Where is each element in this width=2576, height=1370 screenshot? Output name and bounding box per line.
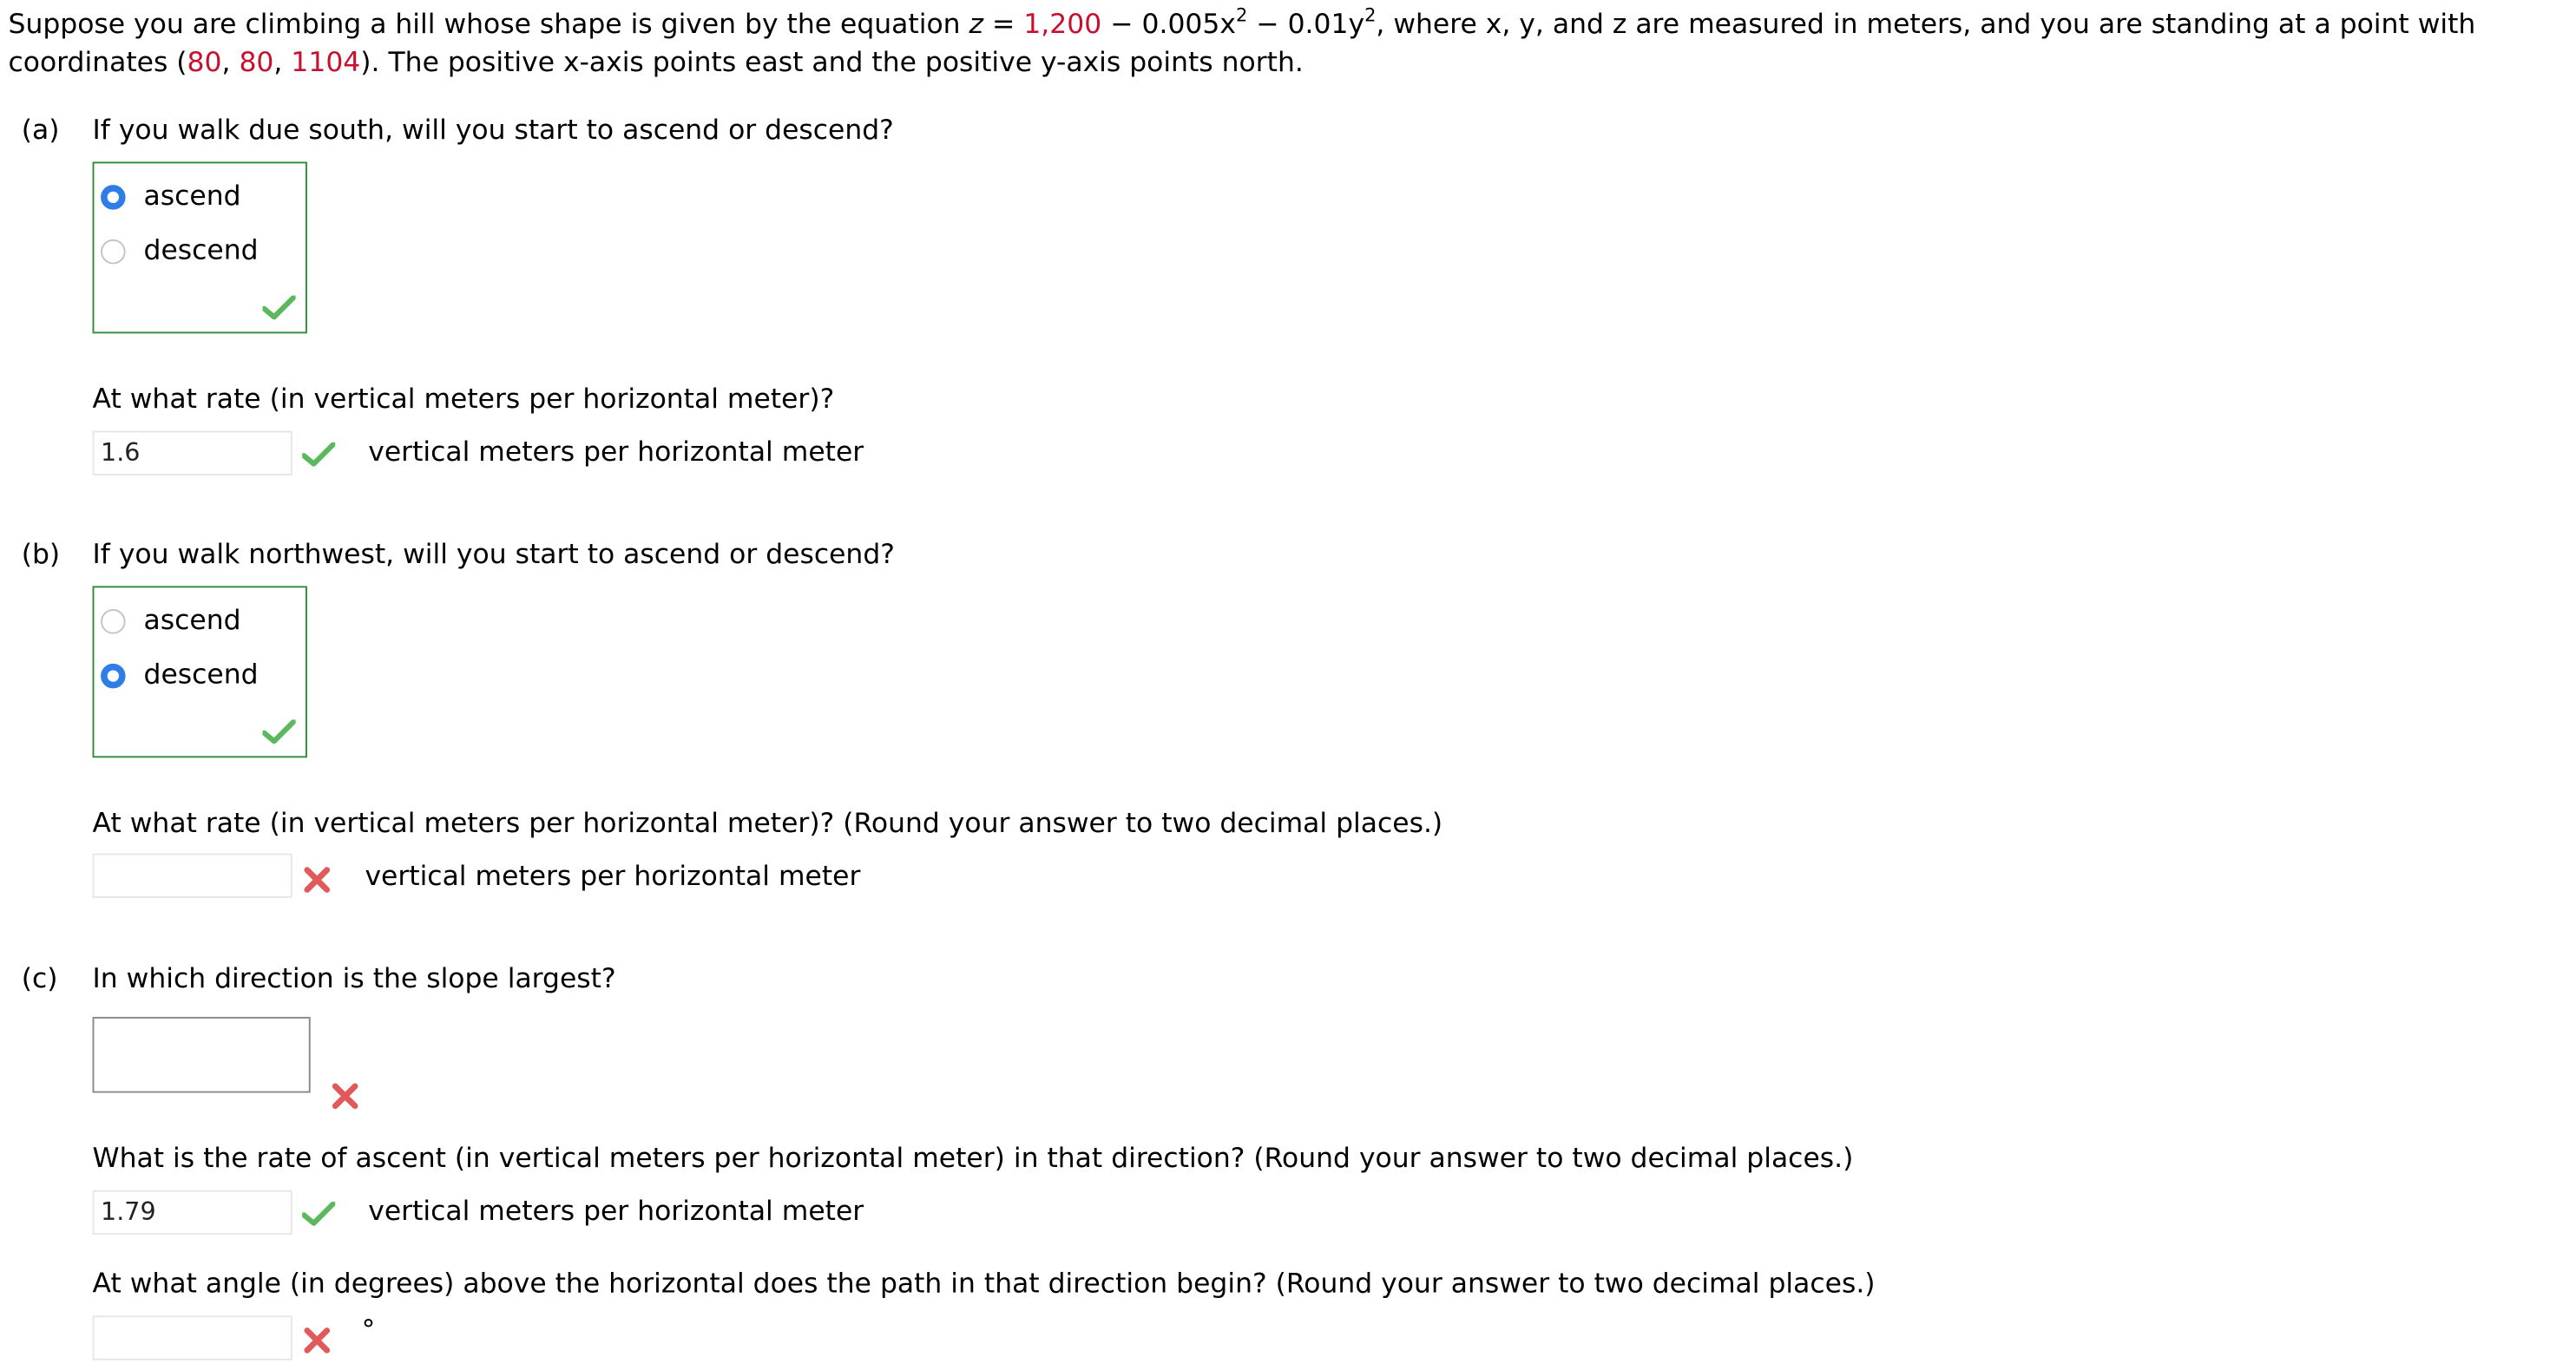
option-label: ascend	[143, 180, 241, 212]
part-b-option-descend[interactable]	[101, 657, 258, 693]
option-label: descend	[143, 659, 259, 691]
check-icon	[302, 442, 335, 468]
coord-z: 1104	[291, 46, 361, 78]
part-a-option-ascend[interactable]	[101, 178, 240, 214]
part-a-question: If you walk due south, will you start to ascend or descend?	[92, 114, 894, 146]
problem-intro-text: Suppose you are climbing a hill whose shape is given by the equation	[8, 8, 961, 40]
minus-sign: −	[1256, 8, 1279, 40]
equation-term-x: 0.005x	[1141, 8, 1236, 40]
part-c-angle-input[interactable]	[93, 1315, 292, 1360]
equation-z: z =	[969, 8, 1015, 40]
part-c-question: In which direction is the slope largest?	[92, 962, 616, 994]
coords-suffix: ). The positive x-axis points east and the positive y-axis points north.	[360, 46, 1304, 78]
check-icon	[302, 1202, 335, 1227]
cross-icon	[302, 865, 332, 895]
radio-selected-icon[interactable]	[101, 663, 126, 688]
coords-prefix: coordinates (	[8, 46, 187, 78]
part-c-angle-unit: °	[361, 1314, 376, 1346]
part-b-rate-input[interactable]	[93, 854, 292, 898]
part-c-label: (c)	[21, 962, 58, 994]
problem-line-1	[9, 5, 2476, 43]
option-label: descend	[143, 234, 259, 266]
part-b-choice-box	[93, 586, 307, 757]
option-label: ascend	[143, 604, 241, 636]
part-a-rate-input[interactable]: 1.6	[93, 431, 292, 475]
coord-x: 80	[187, 46, 222, 78]
part-a-label: (a)	[21, 114, 60, 146]
part-c-angle-question: At what angle (in degrees) above the horizontal does the path in that direction begin? (Round your answer to two decimal places.)	[92, 1268, 1876, 1300]
part-b-label: (b)	[21, 538, 61, 570]
radio-unselected-icon[interactable]	[101, 239, 126, 264]
cross-icon	[302, 1326, 332, 1355]
part-c-ascent-question: What is the rate of ascent (in vertical meters per horizontal meter) in that direction? (Round your answer to two decimal places.)	[92, 1142, 1854, 1174]
part-b-unit: vertical meters per horizontal meter	[365, 860, 861, 892]
radio-unselected-icon[interactable]	[101, 608, 126, 633]
check-icon	[263, 720, 296, 745]
part-a-unit: vertical meters per horizontal meter	[368, 436, 864, 468]
part-a-choice-box	[93, 161, 307, 333]
part-c-direction-input[interactable]	[93, 1017, 311, 1093]
coord-separator: ,	[221, 46, 240, 78]
equation-term-y: 0.01y	[1287, 8, 1365, 40]
part-a-rate-question: At what rate (in vertical meters per horizontal meter)?	[92, 383, 835, 415]
check-icon	[263, 296, 296, 321]
coord-separator: ,	[273, 46, 292, 78]
radio-selected-icon[interactable]	[101, 184, 126, 209]
equation-constant: 1,200	[1023, 8, 1102, 40]
cross-icon	[331, 1081, 360, 1111]
exponent-x: 2	[1235, 3, 1248, 26]
part-b-rate-question: At what rate (in vertical meters per horizontal meter)? (Round your answer to two decimal places.)	[92, 807, 1443, 839]
problem-line-2	[9, 43, 1304, 81]
minus-sign: −	[1110, 8, 1134, 40]
part-c-ascent-unit: vertical meters per horizontal meter	[368, 1195, 864, 1227]
part-a-option-descend[interactable]	[101, 233, 258, 269]
coord-y: 80	[239, 46, 274, 78]
problem-units-text: , where x, y, and z are measured in meters, and you are standing at a point with	[1376, 8, 2476, 40]
part-c-ascent-input[interactable]: 1.79	[93, 1190, 292, 1235]
part-b-question: If you walk northwest, will you start to ascend or descend?	[92, 538, 895, 570]
exponent-y: 2	[1364, 3, 1377, 26]
part-b-option-ascend[interactable]	[101, 602, 240, 639]
